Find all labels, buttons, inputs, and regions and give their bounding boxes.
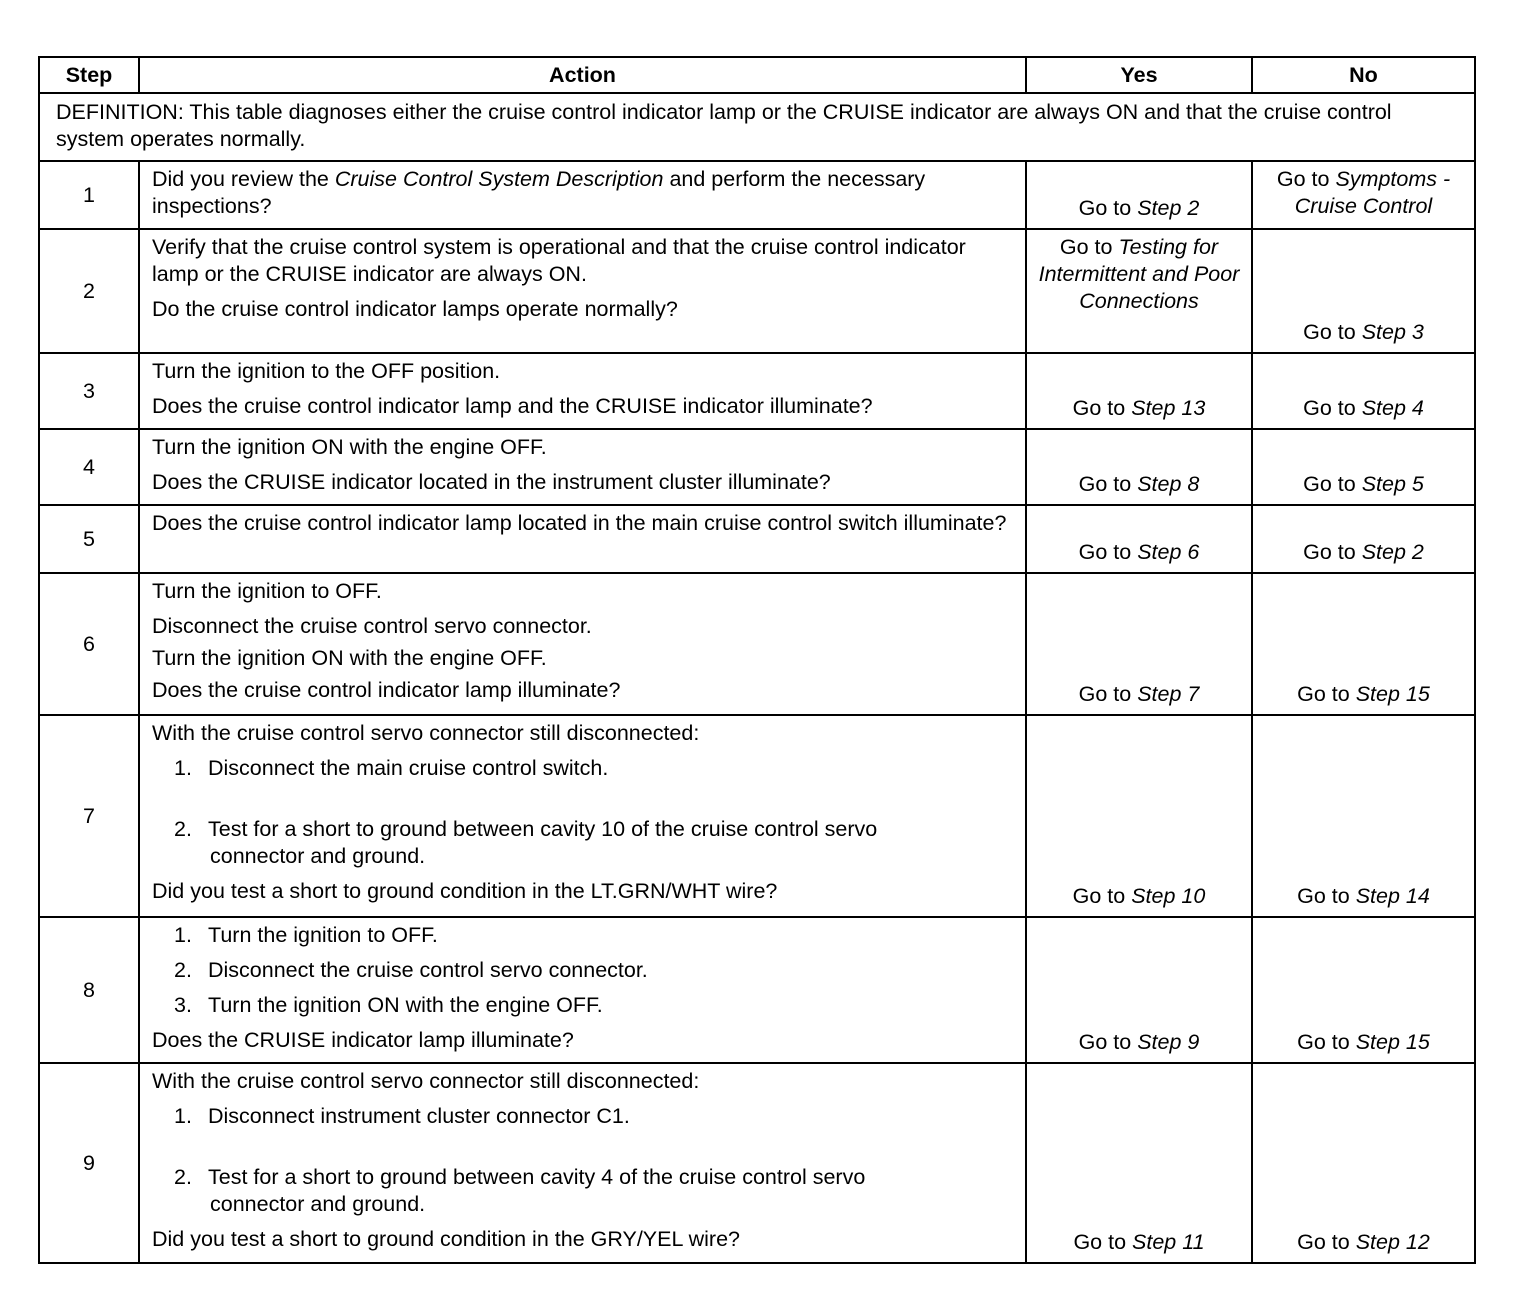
action-text: With the cruise control servo connector still disconnected:: [152, 721, 700, 745]
go-to-label: Go to: [1072, 884, 1126, 908]
no-target: Step 2: [1361, 540, 1424, 564]
list-item: [152, 957, 1015, 984]
no-target: Symptoms - Cruise Control: [1294, 167, 1451, 218]
no-target: Step 4: [1361, 396, 1424, 420]
table-row: [39, 573, 1475, 715]
action-text: Turn the ignition to OFF.: [152, 579, 382, 603]
step-number: 9: [39, 1063, 139, 1263]
go-to-label: Go to: [1078, 1030, 1132, 1054]
definition-row: [39, 93, 1475, 161]
go-to-label: Go to: [1078, 196, 1132, 220]
step-number: 2: [39, 229, 139, 353]
action-text: Disconnect the cruise control servo connector.: [152, 614, 592, 638]
action-text: Verify that the cruise control system is operational and that the cruise control indicator lamp or the CRUISE indicator are always ON.: [152, 235, 966, 286]
yes-target: Step 7: [1137, 682, 1200, 706]
action-question: Do the cruise control indicator lamps operate normally?: [152, 297, 678, 321]
no-target: Step 14: [1355, 884, 1430, 908]
action-cell: [139, 573, 1026, 715]
go-to-label: Go to: [1303, 472, 1356, 496]
action-reference: Cruise Control System Description: [334, 167, 664, 191]
step-number: 1: [39, 161, 139, 229]
list-number: 2.: [174, 1165, 192, 1189]
list-item: [152, 755, 1015, 782]
step-number: 7: [39, 715, 139, 917]
step-number: 5: [39, 505, 139, 573]
step-number: 6: [39, 573, 139, 715]
action-text: Did you review the: [152, 167, 329, 191]
no-target: Step 15: [1355, 1030, 1430, 1054]
no-cell: [1252, 353, 1475, 429]
header-action: Action: [139, 57, 1026, 93]
list-text: Disconnect instrument cluster connector C1.: [208, 1104, 630, 1128]
action-question: Does the cruise control indicator lamp located in the main cruise control switch illuminate?: [152, 511, 1007, 535]
go-to-label: Go to: [1303, 540, 1356, 564]
list-item: [152, 1103, 1015, 1130]
yes-cell: [1026, 917, 1252, 1063]
go-to-label: Go to: [1297, 884, 1350, 908]
action-cell: [139, 505, 1026, 573]
list-item: [152, 992, 1015, 1019]
yes-target: Step 10: [1131, 884, 1206, 908]
action-text: Turn the ignition to the OFF position.: [152, 359, 501, 383]
no-cell: [1252, 917, 1475, 1063]
action-cell: [139, 353, 1026, 429]
list-text-continued: connector and ground.: [210, 1192, 426, 1216]
yes-target: Step 13: [1131, 396, 1206, 420]
yes-target: Step 9: [1137, 1030, 1200, 1054]
step-number: 8: [39, 917, 139, 1063]
yes-target: Testing for Intermittent and Poor Connections: [1038, 235, 1240, 313]
table-row: [39, 917, 1475, 1063]
action-question: Did you test a short to ground condition in the LT.GRN/WHT wire?: [152, 879, 778, 903]
no-cell: [1252, 229, 1475, 353]
action-cell: [139, 229, 1026, 353]
yes-cell: [1026, 429, 1252, 505]
go-to-label: Go to: [1078, 540, 1132, 564]
no-cell: [1252, 715, 1475, 917]
list-text: Test for a short to ground between cavity 10 of the cruise control servo: [208, 817, 878, 841]
action-question: Does the cruise control indicator lamp illuminate?: [152, 678, 621, 702]
table-row: [39, 1063, 1475, 1263]
list-item: [152, 922, 1015, 949]
yes-target: Step 6: [1137, 540, 1200, 564]
table-row: [39, 715, 1475, 917]
list-text: Test for a short to ground between cavity 4 of the cruise control servo: [208, 1165, 866, 1189]
yes-cell: [1026, 573, 1252, 715]
yes-target: Step 2: [1137, 196, 1200, 220]
list-text-continued: connector and ground.: [210, 844, 426, 868]
action-text: Turn the ignition ON with the engine OFF.: [152, 646, 547, 670]
action-question: Did you test a short to ground condition in the GRY/YEL wire?: [152, 1227, 740, 1251]
list-number: 1.: [174, 923, 192, 947]
action-cell: [139, 715, 1026, 917]
action-cell: [139, 1063, 1026, 1263]
no-target: Step 15: [1355, 682, 1430, 706]
yes-cell: [1026, 715, 1252, 917]
yes-cell: [1026, 505, 1252, 573]
list-text: Disconnect the main cruise control switch.: [208, 756, 609, 780]
yes-target: Step 11: [1132, 1230, 1205, 1254]
header-yes: Yes: [1026, 57, 1252, 93]
no-target: Step 5: [1361, 472, 1424, 496]
list-number: 2.: [174, 958, 192, 982]
list-text: Turn the ignition to OFF.: [208, 923, 438, 947]
table-row: [39, 353, 1475, 429]
action-question: Does the CRUISE indicator lamp illuminate?: [152, 1028, 574, 1052]
table-row: [39, 229, 1475, 353]
table-row: [39, 429, 1475, 505]
header-no: No: [1252, 57, 1475, 93]
go-to-label: Go to: [1303, 320, 1356, 344]
list-item: [152, 1164, 1015, 1191]
action-cell: [139, 429, 1026, 505]
action-text: Turn the ignition ON with the engine OFF.: [152, 435, 547, 459]
step-number: 4: [39, 429, 139, 505]
no-cell: [1252, 161, 1475, 229]
action-question: Does the cruise control indicator lamp and the CRUISE indicator illuminate?: [152, 394, 873, 418]
no-cell: [1252, 573, 1475, 715]
no-cell: [1252, 1063, 1475, 1263]
go-to-label: Go to: [1078, 472, 1132, 496]
step-number: 3: [39, 353, 139, 429]
list-number: 1.: [174, 756, 192, 780]
go-to-label: Go to: [1276, 167, 1330, 191]
go-to-label: Go to: [1297, 1030, 1350, 1054]
go-to-label: Go to: [1073, 1230, 1127, 1254]
action-cell: [139, 917, 1026, 1063]
action-text: With the cruise control servo connector still disconnected:: [152, 1069, 700, 1093]
header-row: [39, 57, 1475, 93]
list-item: [152, 816, 1015, 843]
table-row: [39, 161, 1475, 229]
yes-target: Step 8: [1137, 472, 1200, 496]
table-row: [39, 505, 1475, 573]
definition-text: DEFINITION: This table diagnoses either the cruise control indicator lamp or the CRUISE indicator are always ON and that the cruise control system operates normally.: [39, 93, 1475, 161]
list-text: Disconnect the cruise control servo connector.: [208, 958, 648, 982]
list-text: Turn the ignition ON with the engine OFF.: [208, 993, 603, 1017]
no-cell: [1252, 429, 1475, 505]
yes-cell: [1026, 353, 1252, 429]
no-target: Step 12: [1355, 1230, 1430, 1254]
action-question: Does the CRUISE indicator located in the instrument cluster illuminate?: [152, 470, 831, 494]
yes-cell: [1026, 161, 1252, 229]
go-to-label: Go to: [1297, 682, 1350, 706]
list-number: 2.: [174, 817, 192, 841]
yes-cell: [1026, 1063, 1252, 1263]
yes-cell: [1026, 229, 1252, 353]
no-target: Step 3: [1361, 320, 1424, 344]
go-to-label: Go to: [1059, 235, 1113, 259]
header-step: Step: [39, 57, 139, 93]
go-to-label: Go to: [1078, 682, 1132, 706]
action-text: and perform the necessary inspections?: [152, 167, 926, 218]
no-cell: [1252, 505, 1475, 573]
go-to-label: Go to: [1303, 396, 1356, 420]
diagnostic-table: [38, 56, 1476, 1264]
list-number: 3.: [174, 993, 192, 1017]
go-to-label: Go to: [1072, 396, 1126, 420]
list-number: 1.: [174, 1104, 192, 1128]
action-cell: [139, 161, 1026, 229]
go-to-label: Go to: [1297, 1230, 1350, 1254]
